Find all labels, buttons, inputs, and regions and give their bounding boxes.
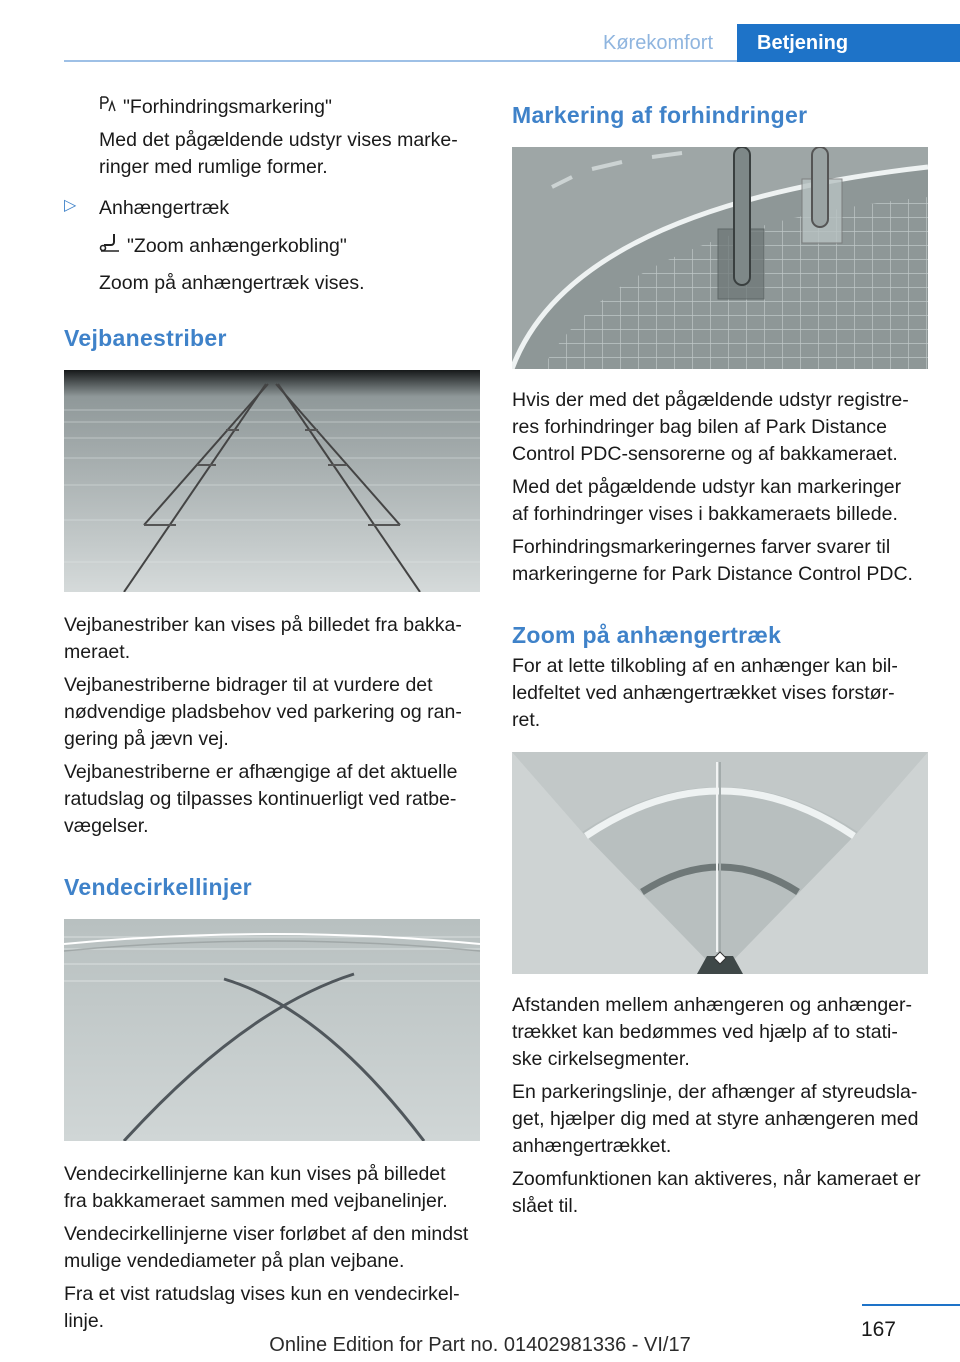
zoom-para-1: For at lette tilkobling af en anhænger kan bil- ledfeltet ved anhængertrækket vises forstør- ret. xyxy=(512,655,898,731)
vendecirkel-para-3: Fra et vist ratudslag vises kun en vendecirkel- linje. xyxy=(64,1283,460,1333)
zoom-para-3: En parkeringslinje, der afhænger af styreudsla- get, hjælper dig med at styre anhængeren med anhængertrækket. xyxy=(512,1081,919,1157)
tow-hitch-title: Anhængertræk xyxy=(99,197,230,220)
markering-para-2: Med det pågældende udstyr kan markeringer af forhindringer vises i bakkameraets billede. xyxy=(512,476,902,525)
list-item-tow-hitch xyxy=(64,195,482,222)
right-column xyxy=(512,94,932,1220)
section-title-zoom: Zoom på anhængertræk xyxy=(512,622,782,648)
edition-footer: Online Edition for Part no. 01402981336 - VI/17 xyxy=(269,1334,691,1356)
page-number: 167 xyxy=(860,1318,896,1341)
obstacle-marking-item xyxy=(64,94,482,121)
triangle-bullet-icon: ▷ xyxy=(64,197,77,215)
section-title-vendecirkellinjer: Vendecirkellinjer xyxy=(64,874,252,901)
section-title-vejbanestriber: Vejbanestriber xyxy=(64,325,227,352)
obstacle-marking-image xyxy=(512,147,928,369)
footer-rule xyxy=(862,1304,960,1306)
obstacle-marking-label: "Forhindringsmarkering" xyxy=(123,96,332,118)
hitch-zoom-image xyxy=(512,752,928,974)
tab-korekomfort[interactable]: Kørekomfort xyxy=(602,32,714,54)
zoom-para-4: Zoomfunktionen kan aktiveres, når kameraet er slået til. xyxy=(512,1168,921,1217)
zoom-para-2: Afstanden mellem anhængeren og anhænger- trækket kan bedømmes ved hjælp af to stati- ske cirkelsegmenter. xyxy=(512,994,913,1070)
vejbanestriber-para-1: Vejbanestriber kan vises på billedet fra bakka- meraet. xyxy=(64,614,462,664)
left-column xyxy=(64,94,482,1335)
lane-lines-image xyxy=(64,370,480,592)
vendecirkel-para-1: Vendecirkellinjerne kan kun vises på billedet fra bakkameraet sammen med vejbanelinjer. xyxy=(64,1163,448,1213)
zoom-hitch-item xyxy=(64,232,482,262)
vejbanestriber-para-3: Vejbanestriberne er afhængige af det aktuelle ratudslag og tilpasses kontinuerligt ved ratbe- vægelser. xyxy=(64,761,458,838)
obstacle-marking-desc: Med det pågældende udstyr vises marke- ringer med rumlige former. xyxy=(99,129,458,179)
tab-betjening[interactable]: Betjening xyxy=(737,24,960,62)
markering-para-1: Hvis der med det pågældende udstyr registre- res forhindringer bag bilen af Park Distance Control PDC-sensorerne og af bakkameraet. xyxy=(512,389,909,465)
zoom-hitch-desc: Zoom på anhængertræk vises. xyxy=(99,272,365,295)
vejbanestriber-para-2: Vejbanestriberne bidrager til at vurdere det nødvendige pladsbehov ved parkering og ran- gering på jævn vej. xyxy=(64,674,462,751)
obstacle-marking-icon xyxy=(99,94,117,121)
turning-circle-lines-image xyxy=(64,919,480,1141)
hitch-icon xyxy=(99,232,121,262)
zoom-hitch-label: "Zoom anhængerkobling" xyxy=(127,235,347,258)
vendecirkel-para-2: Vendecirkellinjerne viser forløbet af den mindst mulige vendediameter på plan vejbane. xyxy=(64,1223,469,1273)
markering-para-3: Forhindringsmarkeringernes farver svarer til markeringerne for Park Distance Control PDC. xyxy=(512,536,913,585)
section-title-markering: Markering af forhindringer xyxy=(512,102,808,128)
